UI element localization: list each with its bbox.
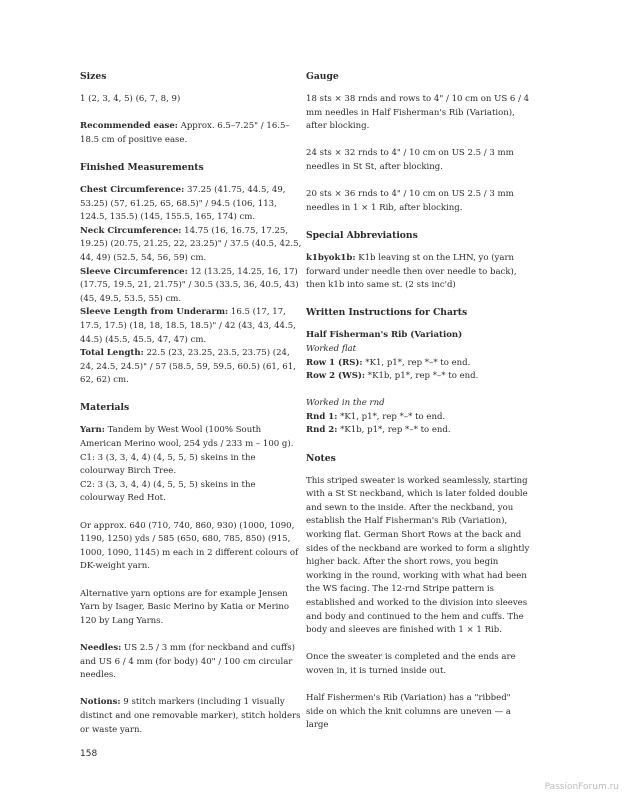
- special-abbreviations-heading: Special Abbreviations: [306, 229, 418, 241]
- materials-heading: Materials: [80, 402, 130, 414]
- yarn-text: Tandem by West Wool (100% South American Merino wool, 254 yds / 233 m – 100 g).: [80, 425, 294, 450]
- written-instructions-heading: Written Instructions for Charts: [306, 307, 468, 319]
- recommended-ease: [80, 120, 302, 147]
- measurement-text: 12 (13.25, 14.25, 16, 17) (17.75, 19.5, 21, 21.75)" / 30.5 (33.5, 36, 40.5, 43) (45, 49.5, 53.5, 55) cm.: [80, 266, 299, 304]
- page-number: 158: [80, 749, 98, 759]
- materials-alternative: Alternative yarn options are for example Jensen Yarn by Isager, Basic Merino by Katia or Merino 120 by Lang Yarns.: [80, 588, 290, 626]
- measurement-label: Sleeve Length from Underarm:: [80, 307, 229, 318]
- measurement-label: Total Length:: [80, 348, 144, 359]
- rnd2-label: Rnd 2:: [306, 425, 338, 436]
- rib-instructions-flat: [306, 329, 530, 383]
- row2-label: Row 2 (WS):: [306, 371, 366, 382]
- ease-label: Recommended ease:: [80, 121, 178, 132]
- rnd2-line: [306, 424, 530, 438]
- materials-approx: Or approx. 640 (710, 740, 860, 930) (1000, 1090, 1190, 1250) yds / 585 (650, 680, 785, 850) (915, 1000, 1090, 1145) m each in 2 different colours of DK-weight yarn.: [80, 520, 299, 572]
- needles-text: US 2.5 / 3 mm (for neckband and cuffs) and US 6 / 4 mm (for body) 40" / 100 cm circular needles.: [80, 642, 295, 681]
- measurement-item: [80, 306, 302, 347]
- sizes-heading: Sizes: [80, 71, 107, 82]
- measurement-text: 22.5 (23, 23.25, 23.5, 23.75) (24, 24, 24.5, 24.5)" / 57 (58.5, 59, 59.5, 60.5) (61, 61, 62, 62) cm.: [80, 348, 296, 386]
- rnd1-label: Rnd 1:: [306, 411, 338, 422]
- notes-heading: Notes: [306, 452, 336, 464]
- materials-yarn: [80, 424, 302, 506]
- notes-p3: Half Fishermen's Rib (Variation) has a "ribbed" side on which the knit columns are uneven — a large: [306, 693, 511, 731]
- measurement-text: 37.25 (41.75, 44.5, 49, 53.25) (57, 61.25, 65, 68.5)" / 94.5 (106, 113, 124.5, 135.5) (145, 155.5, 165, 174) cm.: [80, 184, 286, 223]
- row2-text: *K1b, p1*, rep *–* to end.: [365, 371, 479, 382]
- rib-subheading: Half Fisherman's Rib (Variation): [306, 330, 463, 341]
- abbreviation-k1byok1b: [306, 252, 530, 293]
- measurement-text: 16.5 (17, 17, 17.5, 17.5) (18, 18, 18.5, 18.5)" / 42 (43, 43, 44.5, 44.5) (45.5, 45.5, 47, 47) cm.: [80, 307, 296, 345]
- rib-instructions-rnd: [306, 397, 530, 438]
- sizes-values: 1 (2, 3, 4, 5) (6, 7, 8, 9): [80, 94, 181, 104]
- worked-in-rnd-label: Worked in the rnd: [306, 398, 385, 409]
- measurement-item: [80, 347, 302, 388]
- gauge-p3: 20 sts × 36 rnds to 4" / 10 cm on US 2.5 / 3 mm needles in 1 × 1 Rib, after blocking.: [306, 189, 514, 213]
- notions-text: 9 stitch markers (including 1 visually distinct and one removable marker), stitch holders or waste yarn.: [80, 697, 301, 735]
- abbreviation-text: K1b leaving st on the LHN, yo (yarn forward under needle then over needle to back), then k1b into same st. (2 sts inc'd): [306, 252, 517, 291]
- c1-colour: C1: 3 (3, 3, 4, 4) (4, 5, 5, 5) skeins in the colourway Birch Tree.: [80, 452, 256, 477]
- gauge-p1: 18 sts × 38 rnds and rows to 4" / 10 cm on US 6 / 4 mm needles in Half Fisherman's Rib (Variation), after blocking.: [306, 94, 530, 132]
- yarn-line: [80, 424, 302, 451]
- row1-line: [306, 357, 530, 371]
- row2-line: [306, 370, 530, 384]
- row1-label: Row 1 (RS):: [306, 357, 363, 368]
- row1-text: *K1, p1*, rep *–* to end.: [362, 357, 471, 368]
- measurement-item: [80, 225, 302, 266]
- ease-text: Approx. 6.5–7.25" / 16.5–18.5 cm of positive ease.: [80, 121, 290, 145]
- needles-label: Needles:: [80, 642, 122, 653]
- notes-p1: This striped sweater is worked seamlessly, starting with a St St neckband, which is later folded double and sewn to the inside. After the neckband, you establish the Half Fisherman's Rib (Variation), working flat. German Short Rows at the back and sides of the neckband are worked to form a slightly higher back. After the short rows, you begin working in the round, working with what had been the WS facing. The 12-rnd Stripe pattern is established and worked to the division into sleeves and body and continued to the hem and cuffs. The body and sleeves are finished with 1 × 1 Rib.: [306, 475, 530, 636]
- materials-notions: [80, 696, 302, 737]
- finished-measurements-heading: Finished Measurements: [80, 161, 204, 173]
- finished-measurements-list: [80, 184, 302, 388]
- rnd2-text: *K1b, p1*, rep *–* to end.: [337, 425, 451, 436]
- measurement-item: [80, 266, 302, 307]
- left-column: [80, 70, 302, 751]
- measurement-label: Neck Circumference:: [80, 225, 182, 236]
- rnd1-line: [306, 411, 530, 425]
- c2-colour: C2: 3 (3, 3, 4, 4) (4, 5, 5, 5) skeins in the colourway Red Hot.: [80, 479, 256, 504]
- yarn-label: Yarn:: [80, 425, 105, 436]
- rnd1-text: *K1, p1*, rep *–* to end.: [337, 411, 446, 422]
- watermark: PassionForum.ru: [544, 782, 619, 792]
- right-column: [306, 70, 530, 747]
- gauge-heading: Gauge: [306, 71, 339, 82]
- worked-flat-label: Worked flat: [306, 343, 357, 354]
- materials-needles: [80, 642, 302, 683]
- gauge-p2: 24 sts × 32 rnds to 4" / 10 cm on US 2.5 / 3 mm needles in St St, after blocking.: [306, 148, 514, 172]
- measurement-label: Chest Circumference:: [80, 184, 185, 195]
- measurement-text: 14.75 (16, 16.75, 17.25, 19.25) (20.75, 21.25, 22, 23.25)" / 37.5 (40.5, 42.5, 44, 49) (52.5, 54, 56, 59) cm.: [80, 225, 302, 263]
- notions-label: Notions:: [80, 697, 121, 708]
- notes-p2: Once the sweater is completed and the ends are woven in, it is turned inside out.: [306, 652, 516, 676]
- measurement-item: [80, 184, 302, 225]
- measurement-label: Sleeve Circumference:: [80, 266, 188, 277]
- abbreviation-label: k1byok1b:: [306, 252, 356, 263]
